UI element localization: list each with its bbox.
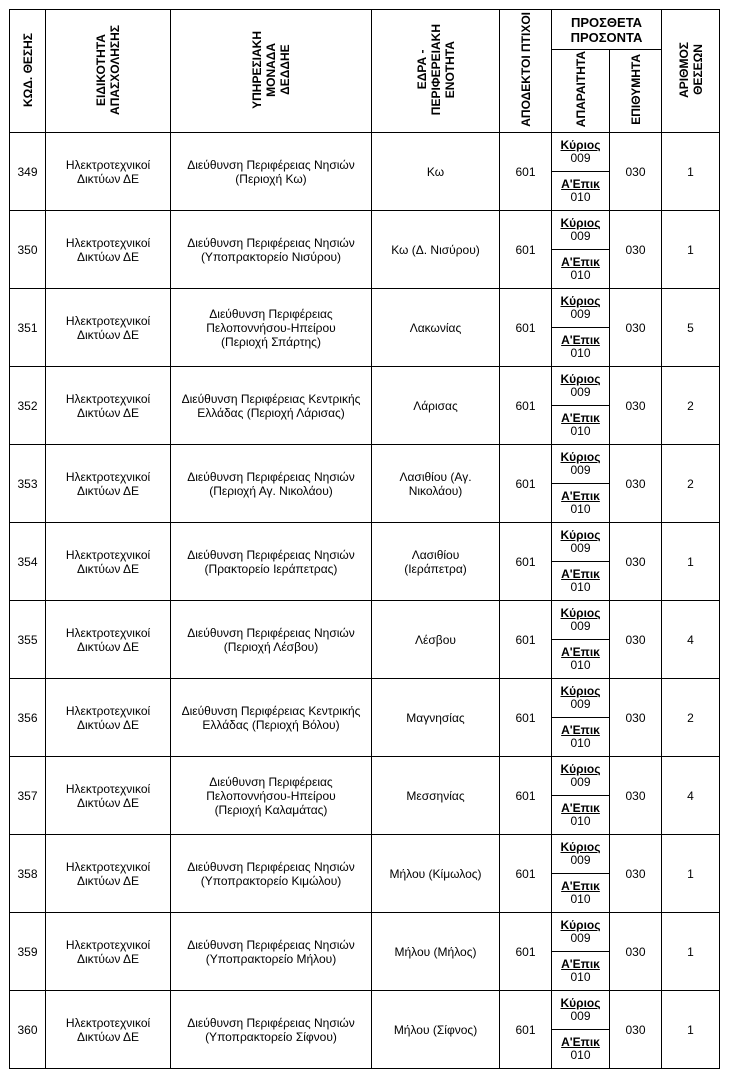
cell-seat: Λάρισας <box>372 367 500 445</box>
cell-specialty: Ηλεκτροτεχνικοί Δικτύων ΔΕ <box>46 445 171 523</box>
cell-desired: 030 <box>610 211 662 289</box>
secondary-code: 010 <box>570 736 591 750</box>
table-row <box>10 601 720 679</box>
cell-seat: Κω (Δ. Νισύρου) <box>372 211 500 289</box>
cell-required <box>552 133 610 211</box>
table-row <box>10 445 720 523</box>
cell-unit: Διεύθυνση Περιφέρειας Κεντρικής Ελλάδας (Περιοχή Λάρισας) <box>171 367 372 445</box>
required-secondary <box>552 327 609 366</box>
primary-label: Κύριος <box>560 606 601 620</box>
cell-desired: 030 <box>610 445 662 523</box>
secondary-label: Α'Επικ <box>561 255 600 269</box>
cell-specialty: Ηλεκτροτεχνικοί Δικτύων ΔΕ <box>46 211 171 289</box>
secondary-code: 010 <box>570 892 591 906</box>
primary-code: 009 <box>570 463 591 477</box>
cell-code: 354 <box>10 523 46 601</box>
cell-required <box>552 289 610 367</box>
cell-seat: Μεσσηνίας <box>372 757 500 835</box>
cell-desired: 030 <box>610 289 662 367</box>
cell-code: 355 <box>10 601 46 679</box>
cell-required <box>552 757 610 835</box>
table-row <box>10 523 720 601</box>
secondary-label: Α'Επικ <box>561 567 600 581</box>
secondary-code: 010 <box>570 658 591 672</box>
cell-degree: 601 <box>500 601 552 679</box>
cell-specialty: Ηλεκτροτεχνικοί Δικτύων ΔΕ <box>46 835 171 913</box>
cell-unit: Διεύθυνση Περιφέρειας Νησιών (Υποπρακτορείο Νισύρου) <box>171 211 372 289</box>
secondary-label: Α'Επικ <box>561 411 600 425</box>
secondary-code: 010 <box>570 424 591 438</box>
table-body <box>10 133 720 1069</box>
secondary-label: Α'Επικ <box>561 177 600 191</box>
cell-desired: 030 <box>610 601 662 679</box>
cell-unit: Διεύθυνση Περιφέρειας Νησιών (Περιοχή Αγ. Νικολάου) <box>171 445 372 523</box>
primary-code: 009 <box>570 775 591 789</box>
cell-code: 351 <box>10 289 46 367</box>
required-primary <box>552 679 609 717</box>
table-row <box>10 757 720 835</box>
primary-label: Κύριος <box>560 372 601 386</box>
cell-specialty: Ηλεκτροτεχνικοί Δικτύων ΔΕ <box>46 679 171 757</box>
primary-code: 009 <box>570 1009 591 1023</box>
secondary-label: Α'Επικ <box>561 957 600 971</box>
cell-degree: 601 <box>500 679 552 757</box>
primary-label: Κύριος <box>560 450 601 464</box>
cell-degree: 601 <box>500 523 552 601</box>
cell-degree: 601 <box>500 445 552 523</box>
cell-degree: 601 <box>500 133 552 211</box>
secondary-code: 010 <box>570 190 591 204</box>
secondary-code: 010 <box>570 502 591 516</box>
cell-required <box>552 211 610 289</box>
cell-positions: 4 <box>662 601 720 679</box>
required-primary <box>552 913 609 951</box>
cell-desired: 030 <box>610 133 662 211</box>
primary-code: 009 <box>570 697 591 711</box>
cell-unit: Διεύθυνση Περιφέρειας Νησιών (Υποπρακτορείο Μήλου) <box>171 913 372 991</box>
cell-degree: 601 <box>500 211 552 289</box>
cell-seat: Κω <box>372 133 500 211</box>
cell-positions: 4 <box>662 757 720 835</box>
cell-positions: 5 <box>662 289 720 367</box>
table-row <box>10 367 720 445</box>
cell-specialty: Ηλεκτροτεχνικοί Δικτύων ΔΕ <box>46 757 171 835</box>
required-secondary <box>552 951 609 990</box>
required-secondary <box>552 249 609 288</box>
cell-required <box>552 991 610 1069</box>
required-primary <box>552 289 609 327</box>
cell-required <box>552 523 610 601</box>
primary-label: Κύριος <box>560 684 601 698</box>
cell-seat: Λακωνίας <box>372 289 500 367</box>
cell-degree: 601 <box>500 835 552 913</box>
primary-code: 009 <box>570 853 591 867</box>
cell-positions: 1 <box>662 523 720 601</box>
cell-degree: 601 <box>500 289 552 367</box>
header-degree: ΑΠΟΔΕΚΤΟΙ ΠΤΙΧΟΙ <box>500 10 552 133</box>
cell-degree: 601 <box>500 913 552 991</box>
primary-code: 009 <box>570 151 591 165</box>
primary-label: Κύριος <box>560 918 601 932</box>
cell-positions: 1 <box>662 211 720 289</box>
cell-code: 359 <box>10 913 46 991</box>
cell-desired: 030 <box>610 757 662 835</box>
required-primary <box>552 211 609 249</box>
header-required: ΑΠΑΡΑΙΤΗΤΑ <box>552 50 610 133</box>
header-specialty: ΕΙΔΙΚΟΤΗΤΑ ΑΠΑΣΧΟΛΗΣΗΣ <box>46 10 171 133</box>
secondary-label: Α'Επικ <box>561 489 600 503</box>
cell-degree: 601 <box>500 991 552 1069</box>
cell-seat: Μήλου (Μήλος) <box>372 913 500 991</box>
cell-desired: 030 <box>610 367 662 445</box>
primary-code: 009 <box>570 385 591 399</box>
table-row <box>10 913 720 991</box>
cell-code: 352 <box>10 367 46 445</box>
cell-seat: Μήλου (Σίφνος) <box>372 991 500 1069</box>
cell-positions: 1 <box>662 133 720 211</box>
primary-code: 009 <box>570 541 591 555</box>
cell-required <box>552 445 610 523</box>
cell-positions: 2 <box>662 445 720 523</box>
cell-code: 350 <box>10 211 46 289</box>
cell-unit: Διεύθυνση Περιφέρειας Νησιών (Περιοχή Κω) <box>171 133 372 211</box>
cell-seat: Μήλου (Κίμωλος) <box>372 835 500 913</box>
table-row <box>10 679 720 757</box>
header-row-top <box>10 10 720 50</box>
secondary-code: 010 <box>570 268 591 282</box>
cell-specialty: Ηλεκτροτεχνικοί Δικτύων ΔΕ <box>46 601 171 679</box>
cell-required <box>552 679 610 757</box>
cell-specialty: Ηλεκτροτεχνικοί Δικτύων ΔΕ <box>46 913 171 991</box>
cell-seat: Λασιθίου (Ιεράπετρα) <box>372 523 500 601</box>
primary-label: Κύριος <box>560 138 601 152</box>
primary-code: 009 <box>570 307 591 321</box>
primary-label: Κύριος <box>560 840 601 854</box>
cell-seat: Λέσβου <box>372 601 500 679</box>
table-row <box>10 211 720 289</box>
secondary-code: 010 <box>570 1048 591 1062</box>
cell-desired: 030 <box>610 523 662 601</box>
primary-label: Κύριος <box>560 762 601 776</box>
cell-desired: 030 <box>610 991 662 1069</box>
required-secondary <box>552 405 609 444</box>
required-secondary <box>552 639 609 678</box>
header-extra-qualifications: ΠΡΟΣΘΕΤΑ ΠΡΟΣΟΝΤΑ <box>552 10 662 50</box>
cell-specialty: Ηλεκτροτεχνικοί Δικτύων ΔΕ <box>46 367 171 445</box>
primary-label: Κύριος <box>560 528 601 542</box>
cell-code: 356 <box>10 679 46 757</box>
primary-code: 009 <box>570 229 591 243</box>
required-secondary <box>552 795 609 834</box>
cell-unit: Διεύθυνση Περιφέρειας Νησιών (Υποπρακτορείο Σίφνου) <box>171 991 372 1069</box>
required-secondary <box>552 717 609 756</box>
header-desired: ΕΠΙΘΥΜΗΤΑ <box>610 50 662 133</box>
primary-label: Κύριος <box>560 996 601 1010</box>
cell-unit: Διεύθυνση Περιφέρειας Νησιών (Υποπρακτορείο Κιμώλου) <box>171 835 372 913</box>
cell-desired: 030 <box>610 835 662 913</box>
cell-code: 349 <box>10 133 46 211</box>
cell-code: 353 <box>10 445 46 523</box>
cell-required <box>552 913 610 991</box>
cell-unit: Διεύθυνση Περιφέρειας Κεντρικής Ελλάδας (Περιοχή Βόλου) <box>171 679 372 757</box>
cell-seat: Μαγνησίας <box>372 679 500 757</box>
primary-code: 009 <box>570 619 591 633</box>
secondary-label: Α'Επικ <box>561 723 600 737</box>
table-row <box>10 133 720 211</box>
header-seat: ΕΔΡΑ - ΠΕΡΙΦΕΡΕΙΑΚΗ ΕΝΟΤΗΤΑ <box>372 10 500 133</box>
secondary-code: 010 <box>570 346 591 360</box>
cell-required <box>552 835 610 913</box>
secondary-code: 010 <box>570 814 591 828</box>
cell-positions: 1 <box>662 835 720 913</box>
required-secondary <box>552 561 609 600</box>
cell-unit: Διεύθυνση Περιφέρειας Πελοποννήσου-Ηπείρου (Περιοχή Σπάρτης) <box>171 289 372 367</box>
cell-specialty: Ηλεκτροτεχνικοί Δικτύων ΔΕ <box>46 133 171 211</box>
secondary-label: Α'Επικ <box>561 801 600 815</box>
table-row <box>10 835 720 913</box>
primary-label: Κύριος <box>560 216 601 230</box>
table-row <box>10 991 720 1069</box>
required-primary <box>552 835 609 873</box>
cell-unit: Διεύθυνση Περιφέρειας Νησιών (Περιοχή Λέσβου) <box>171 601 372 679</box>
required-secondary <box>552 873 609 912</box>
cell-specialty: Ηλεκτροτεχνικοί Δικτύων ΔΕ <box>46 523 171 601</box>
secondary-code: 010 <box>570 970 591 984</box>
cell-code: 357 <box>10 757 46 835</box>
required-secondary <box>552 1029 609 1068</box>
required-primary <box>552 601 609 639</box>
cell-code: 360 <box>10 991 46 1069</box>
header-unit: ΥΠΗΡΕΣΙΑΚΗ ΜΟΝΑΔΑ ΔΕΔΔΗΕ <box>171 10 372 133</box>
cell-positions: 1 <box>662 991 720 1069</box>
header-positions: ΑΡΙΘΜΟΣ ΘΕΣΕΩΝ <box>662 10 720 133</box>
header-code: ΚΩΔ. ΘΕΣΗΣ <box>10 10 46 133</box>
required-primary <box>552 757 609 795</box>
required-primary <box>552 991 609 1029</box>
cell-positions: 2 <box>662 367 720 445</box>
cell-seat: Λασιθίου (Αγ. Νικολάου) <box>372 445 500 523</box>
cell-positions: 1 <box>662 913 720 991</box>
required-primary <box>552 133 609 171</box>
secondary-label: Α'Επικ <box>561 1035 600 1049</box>
cell-specialty: Ηλεκτροτεχνικοί Δικτύων ΔΕ <box>46 289 171 367</box>
primary-code: 009 <box>570 931 591 945</box>
cell-unit: Διεύθυνση Περιφέρειας Νησιών (Πρακτορείο Ιεράπετρας) <box>171 523 372 601</box>
required-primary <box>552 367 609 405</box>
cell-positions: 2 <box>662 679 720 757</box>
cell-degree: 601 <box>500 367 552 445</box>
table-row <box>10 289 720 367</box>
secondary-label: Α'Επικ <box>561 645 600 659</box>
secondary-code: 010 <box>570 580 591 594</box>
required-secondary <box>552 483 609 522</box>
secondary-label: Α'Επικ <box>561 879 600 893</box>
cell-degree: 601 <box>500 757 552 835</box>
secondary-label: Α'Επικ <box>561 333 600 347</box>
primary-label: Κύριος <box>560 294 601 308</box>
required-primary <box>552 445 609 483</box>
positions-table <box>9 9 720 1069</box>
required-secondary <box>552 171 609 210</box>
cell-required <box>552 367 610 445</box>
cell-specialty: Ηλεκτροτεχνικοί Δικτύων ΔΕ <box>46 991 171 1069</box>
cell-required <box>552 601 610 679</box>
cell-desired: 030 <box>610 679 662 757</box>
cell-code: 358 <box>10 835 46 913</box>
required-primary <box>552 523 609 561</box>
cell-unit: Διεύθυνση Περιφέρειας Πελοποννήσου-Ηπείρου (Περιοχή Καλαμάτας) <box>171 757 372 835</box>
cell-desired: 030 <box>610 913 662 991</box>
